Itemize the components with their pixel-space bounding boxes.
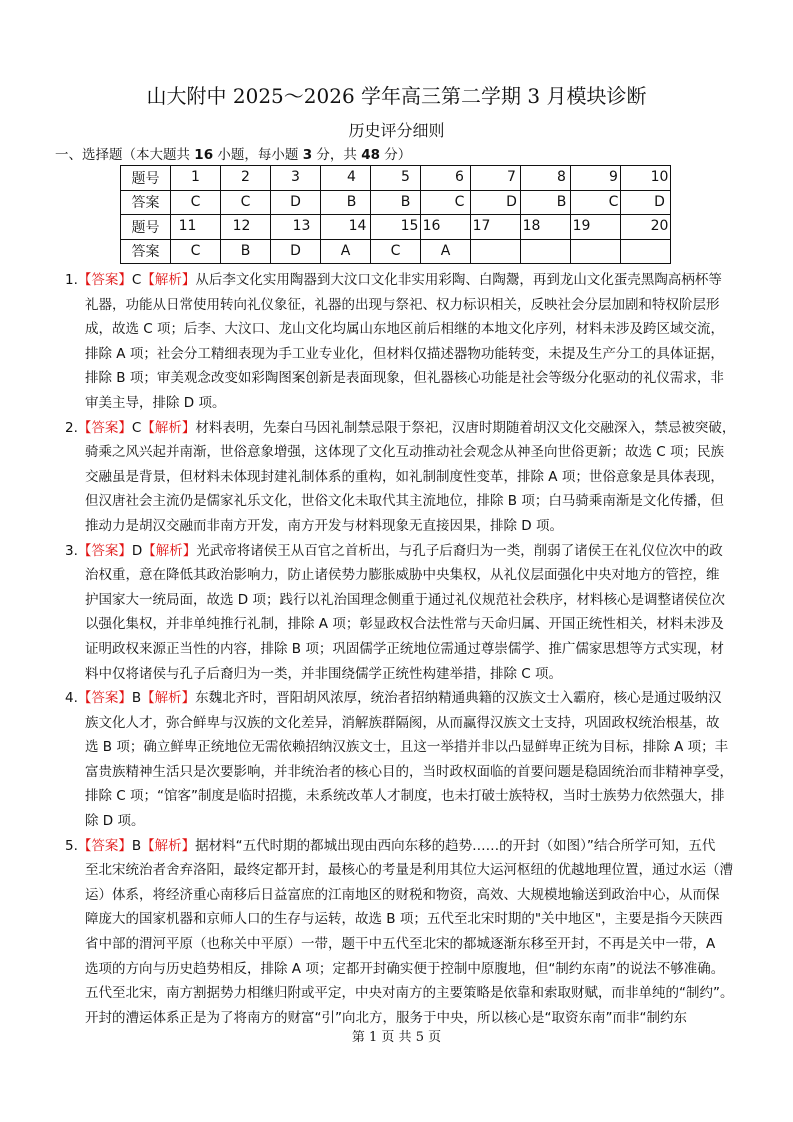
answer-value: B — [240, 242, 251, 259]
table-cell — [221, 239, 271, 264]
analysis-line: 除 D 项。 — [85, 813, 145, 830]
analysis-line: 运）体系，将经济重心南移后日益富庶的江南地区的财税和物资，高效、大规模地输送到政治中心，从而保 — [85, 886, 720, 903]
answer-value: B — [400, 193, 411, 210]
question-number: 10 — [650, 169, 669, 185]
analysis-line: 骑乘之风兴起并南渐，世俗意象增强，这体现了文化互动推动社会观念从神圣向世俗更新；故选 C 项；民族 — [85, 444, 725, 461]
table-cell — [171, 239, 221, 264]
table-cell — [521, 239, 571, 264]
answer-tag: 【答案】 — [77, 690, 132, 707]
table-cell — [471, 190, 521, 215]
question-number: 17 — [472, 218, 491, 234]
table-cell — [521, 215, 571, 240]
question-number: 14 — [348, 218, 367, 234]
analysis-line: 料中仅将诸侯与孔子后裔归为一类，并非围绕儒学正统性构建举措，排除 C 项。 — [85, 665, 563, 682]
answer-value: A — [440, 242, 451, 259]
answer-value: D — [290, 193, 301, 210]
table-cell — [421, 239, 471, 264]
analysis-tag: 【解析】 — [142, 542, 197, 559]
analysis-line: 排除 B 项；审美观念改变如彩陶图案创新是表面现象，但礼器核心功能是社会等级分化驱动的礼仪需求，非 — [85, 370, 724, 387]
table-cell — [371, 215, 421, 240]
question-number: 7 — [507, 169, 516, 185]
table-cell — [271, 166, 321, 191]
answer-tag: 【答案】 — [77, 272, 132, 288]
question-number: 13 — [292, 218, 311, 234]
question-item — [65, 268, 755, 416]
analysis-text: 东魏北齐时，晋阳胡风浓厚，统治者招纳精通典籍的汉族文士入霸府，核心是通过吸纳汉 — [195, 690, 722, 707]
table-cell — [621, 190, 671, 215]
question-number: 3 — [291, 169, 300, 185]
table-cell — [171, 215, 221, 240]
table-cell — [271, 239, 321, 264]
table-cell — [221, 190, 271, 215]
table-cell — [221, 215, 271, 240]
points-total: 48 — [361, 147, 380, 163]
answer-tag: 【答案】 — [77, 419, 132, 436]
question-number: 3. — [65, 542, 78, 559]
analysis-line: 成，故选 C 项；后李、大汶口、龙山文化均属山东地区前后相继的本地文化序列，材料未涉及跨区域交流， — [85, 321, 725, 338]
analysis-line: 治权重，意在降低其政治影响力，防止诸侯势力膨胀威胁中央集权，从礼仪层面强化中央对地方的管控，维 — [85, 567, 720, 584]
analysis-text: 材料表明，先秦白马因礼制禁忌限于祭祀，汉唐时期随着胡汉文化交融深入，禁忌被突破， — [195, 419, 736, 436]
answer-letter: C — [131, 272, 142, 288]
analysis-line: 选项的方向与历史趋势相反，排除 A 项；定都开封确实便于控制中原腹地，但“制约东南”的说法不够准确。 — [85, 960, 725, 977]
question-count: 16 — [194, 147, 214, 163]
table-cell — [571, 215, 621, 240]
answer-value: D — [506, 193, 517, 210]
section-heading — [55, 143, 411, 163]
question-number: 18 — [522, 218, 541, 234]
analysis-line: 证明政权来源正当性的内容，排除 B 项；巩固儒学正统地位需通过尊崇儒学、推广儒家思想等方式实现，材 — [85, 640, 724, 657]
question-number: 12 — [232, 218, 251, 234]
answer-value: D — [290, 242, 301, 259]
question-number: 15 — [400, 218, 419, 234]
row-label: 题号 — [121, 215, 171, 240]
section-text: 分） — [379, 147, 412, 163]
analysis-line — [65, 834, 755, 859]
row-label: 答案 — [121, 190, 171, 215]
table-cell — [321, 215, 371, 240]
table-cell — [621, 215, 671, 240]
table-row — [121, 215, 671, 240]
analysis-tag: 【解析】 — [141, 837, 196, 854]
question-number: 2 — [241, 169, 250, 185]
answer-tag: 【答案】 — [77, 542, 132, 559]
table-row — [121, 190, 671, 215]
question-item — [65, 539, 755, 687]
document-subtitle: 历史评分细则 — [348, 121, 445, 140]
table-cell — [621, 239, 671, 264]
analysis-line — [65, 686, 755, 711]
analysis-line: 礼器，功能从日常使用转向礼仪象征，礼器的出现与祭祀、权力标识相关，反映社会分层加剧和特权阶层形 — [85, 296, 720, 313]
answer-value: B — [346, 193, 357, 210]
answer-value: D — [654, 193, 665, 210]
question-number: 4 — [347, 169, 356, 185]
table-cell — [321, 239, 371, 264]
analysis-line: 至北宋统治者舍弃洛阳，最终定都开封，最核心的考量是利用其位大运河枢纽的优越地理位置，通过水运（漕 — [85, 862, 733, 879]
analysis-text: 光武帝将诸侯王从百官之首析出，与孔子后裔归为一类，削弱了诸侯王在礼仪位次中的政 — [196, 542, 723, 559]
question-item — [65, 834, 755, 1031]
question-item — [65, 686, 755, 834]
question-number: 20 — [650, 218, 669, 234]
analysis-line: 障庞大的国家机器和京师人口的生存与运转，故选 B 项；五代至北宋时期的"关中地区"，主要是指今天陕西 — [85, 911, 723, 928]
analysis-line: 省中部的渭河平原（也称关中平原）一带，题干中五代至北宋的都城逐渐东移至开封，不再是关中一带，A — [85, 936, 716, 953]
table-cell — [521, 166, 571, 191]
analysis-line: 选 B 项；确立鲜卑正统地位无需依赖招纳汉族文士，且这一举措并非以凸显鲜卑正统为目标，排除 A 项；丰 — [85, 739, 729, 756]
answer-letter: D — [131, 542, 143, 559]
question-number: 1. — [65, 272, 78, 288]
table-cell — [221, 166, 271, 191]
answer-value: A — [340, 242, 351, 259]
question-number: 6 — [455, 169, 464, 185]
row-label: 答案 — [121, 239, 171, 264]
page-footer: 第 1 页 共 5 页 — [351, 1030, 442, 1045]
analysis-line: 但汉唐社会主流仍是儒家礼乐文化，世俗文化未取代其主流地位，排除 B 项；白马骑乘南渐是文化传播，但 — [85, 493, 724, 510]
question-number: 16 — [422, 218, 441, 234]
question-number: 5. — [65, 837, 78, 854]
table-cell — [421, 215, 471, 240]
section-text: 分，共 — [312, 147, 362, 163]
table-cell — [171, 166, 221, 191]
question-analysis-list — [65, 268, 755, 1030]
question-number: 19 — [572, 218, 591, 234]
question-number: 5 — [401, 169, 410, 185]
answer-tag: 【答案】 — [77, 837, 132, 854]
analysis-tag: 【解析】 — [141, 272, 196, 288]
question-number: 8 — [557, 169, 566, 185]
answer-table — [120, 165, 671, 264]
answer-value: C — [454, 193, 465, 210]
analysis-line: 审美主导，排除 D 项。 — [85, 394, 226, 411]
analysis-tag: 【解析】 — [141, 690, 196, 707]
answer-value: C — [608, 193, 619, 210]
answer-value: C — [390, 242, 401, 259]
answer-value: B — [556, 193, 567, 210]
row-label: 题号 — [121, 166, 171, 191]
analysis-line: 开封的漕运体系正是为了将南方的财富“引”向北方，服务于中央，所以核心是“取资东南”而非“制约东 — [85, 1009, 687, 1026]
answer-letter: C — [131, 419, 142, 436]
table-cell — [271, 215, 321, 240]
section-text: 小题，每小题 — [213, 147, 303, 163]
question-number: 1 — [191, 169, 200, 185]
table-cell — [571, 239, 621, 264]
analysis-text: 据材料“五代时期的都城出现由西向东移的趋势……的开封（如图）”结合所学可知，五代 — [195, 837, 716, 854]
points-each: 3 — [302, 147, 313, 163]
table-cell — [171, 190, 221, 215]
table-cell — [371, 190, 421, 215]
analysis-line: 护国家大一统局面，故选 D 项；践行以礼治国理念侧重于通过礼仪规范社会秩序，材料核心是调整诸侯位次 — [85, 591, 725, 608]
answer-value: C — [190, 193, 201, 210]
question-number: 9 — [609, 169, 618, 185]
table-cell — [321, 190, 371, 215]
question-number: 11 — [178, 218, 197, 234]
question-item — [65, 416, 755, 539]
analysis-line: 五代至北宋，南方割据势力相继归附或平定，中央对南方的主要策略是依靠和索取财赋，而非单纯的“制约”。 — [85, 985, 734, 1002]
table-cell — [321, 166, 371, 191]
question-number: 4. — [65, 690, 78, 707]
table-cell — [571, 190, 621, 215]
table-cell — [271, 190, 321, 215]
analysis-line: 排除 A 项；社会分工精细表现为手工业专业化，但材料仅描述器物功能转变，未提及生产分工的具体证据， — [85, 345, 724, 362]
analysis-text: 从后李文化实用陶器到大汶口文化非实用彩陶、白陶鬶，再到龙山文化蛋壳黑陶高柄杯等 — [195, 272, 722, 288]
answer-value: C — [240, 193, 251, 210]
analysis-line — [65, 268, 755, 293]
answer-letter: B — [131, 837, 142, 854]
analysis-line: 交融虽是背景，但材料未体现封建礼制体系的重构，如礼制制度性变革，排除 A 项；世俗意象是具体表现， — [85, 468, 724, 485]
analysis-tag: 【解析】 — [141, 419, 196, 436]
table-cell — [621, 166, 671, 191]
answer-value: C — [190, 242, 201, 259]
analysis-line — [65, 416, 755, 441]
table-row — [121, 166, 671, 191]
table-cell — [471, 215, 521, 240]
table-cell — [371, 239, 421, 264]
analysis-line — [65, 539, 755, 564]
analysis-line: 以强化集权，并非单纯推行礼制，排除 A 项；彰显政权合法性常与天命归属、开国正统性相关，材料未涉及 — [85, 616, 724, 633]
analysis-line: 排除 C 项；“馆客”制度是临时招揽，未系统改革人才制度，也未打破士族特权，当时士族势力依然强大，排 — [85, 788, 725, 805]
table-cell — [471, 166, 521, 191]
table-cell — [471, 239, 521, 264]
table-cell — [371, 166, 421, 191]
document-title: 山大附中 2025～2026 学年高三第二学期 3 月模块诊断 — [146, 84, 647, 108]
analysis-line: 族文化人才，弥合鲜卑与汉族的文化差异，消解族群隔阂，从而赢得汉族文士支持，巩固政权统治根基，故 — [85, 714, 720, 731]
answer-letter: B — [131, 690, 142, 707]
analysis-line: 推动力是胡汉交融而非南方开发，南方开发与材料现象无直接因果，排除 D 项。 — [85, 517, 563, 534]
question-number: 2. — [65, 419, 78, 436]
analysis-line: 富贵族精神生活只是次要影响，并非统治者的核心目的，当时政权面临的首要问题是稳固统治而非精神享受， — [85, 763, 733, 780]
table-cell — [571, 166, 621, 191]
table-cell — [421, 190, 471, 215]
table-cell — [521, 190, 571, 215]
table-cell — [421, 166, 471, 191]
section-text: 一、选择题（本大题共 — [55, 147, 195, 163]
table-row — [121, 239, 671, 264]
